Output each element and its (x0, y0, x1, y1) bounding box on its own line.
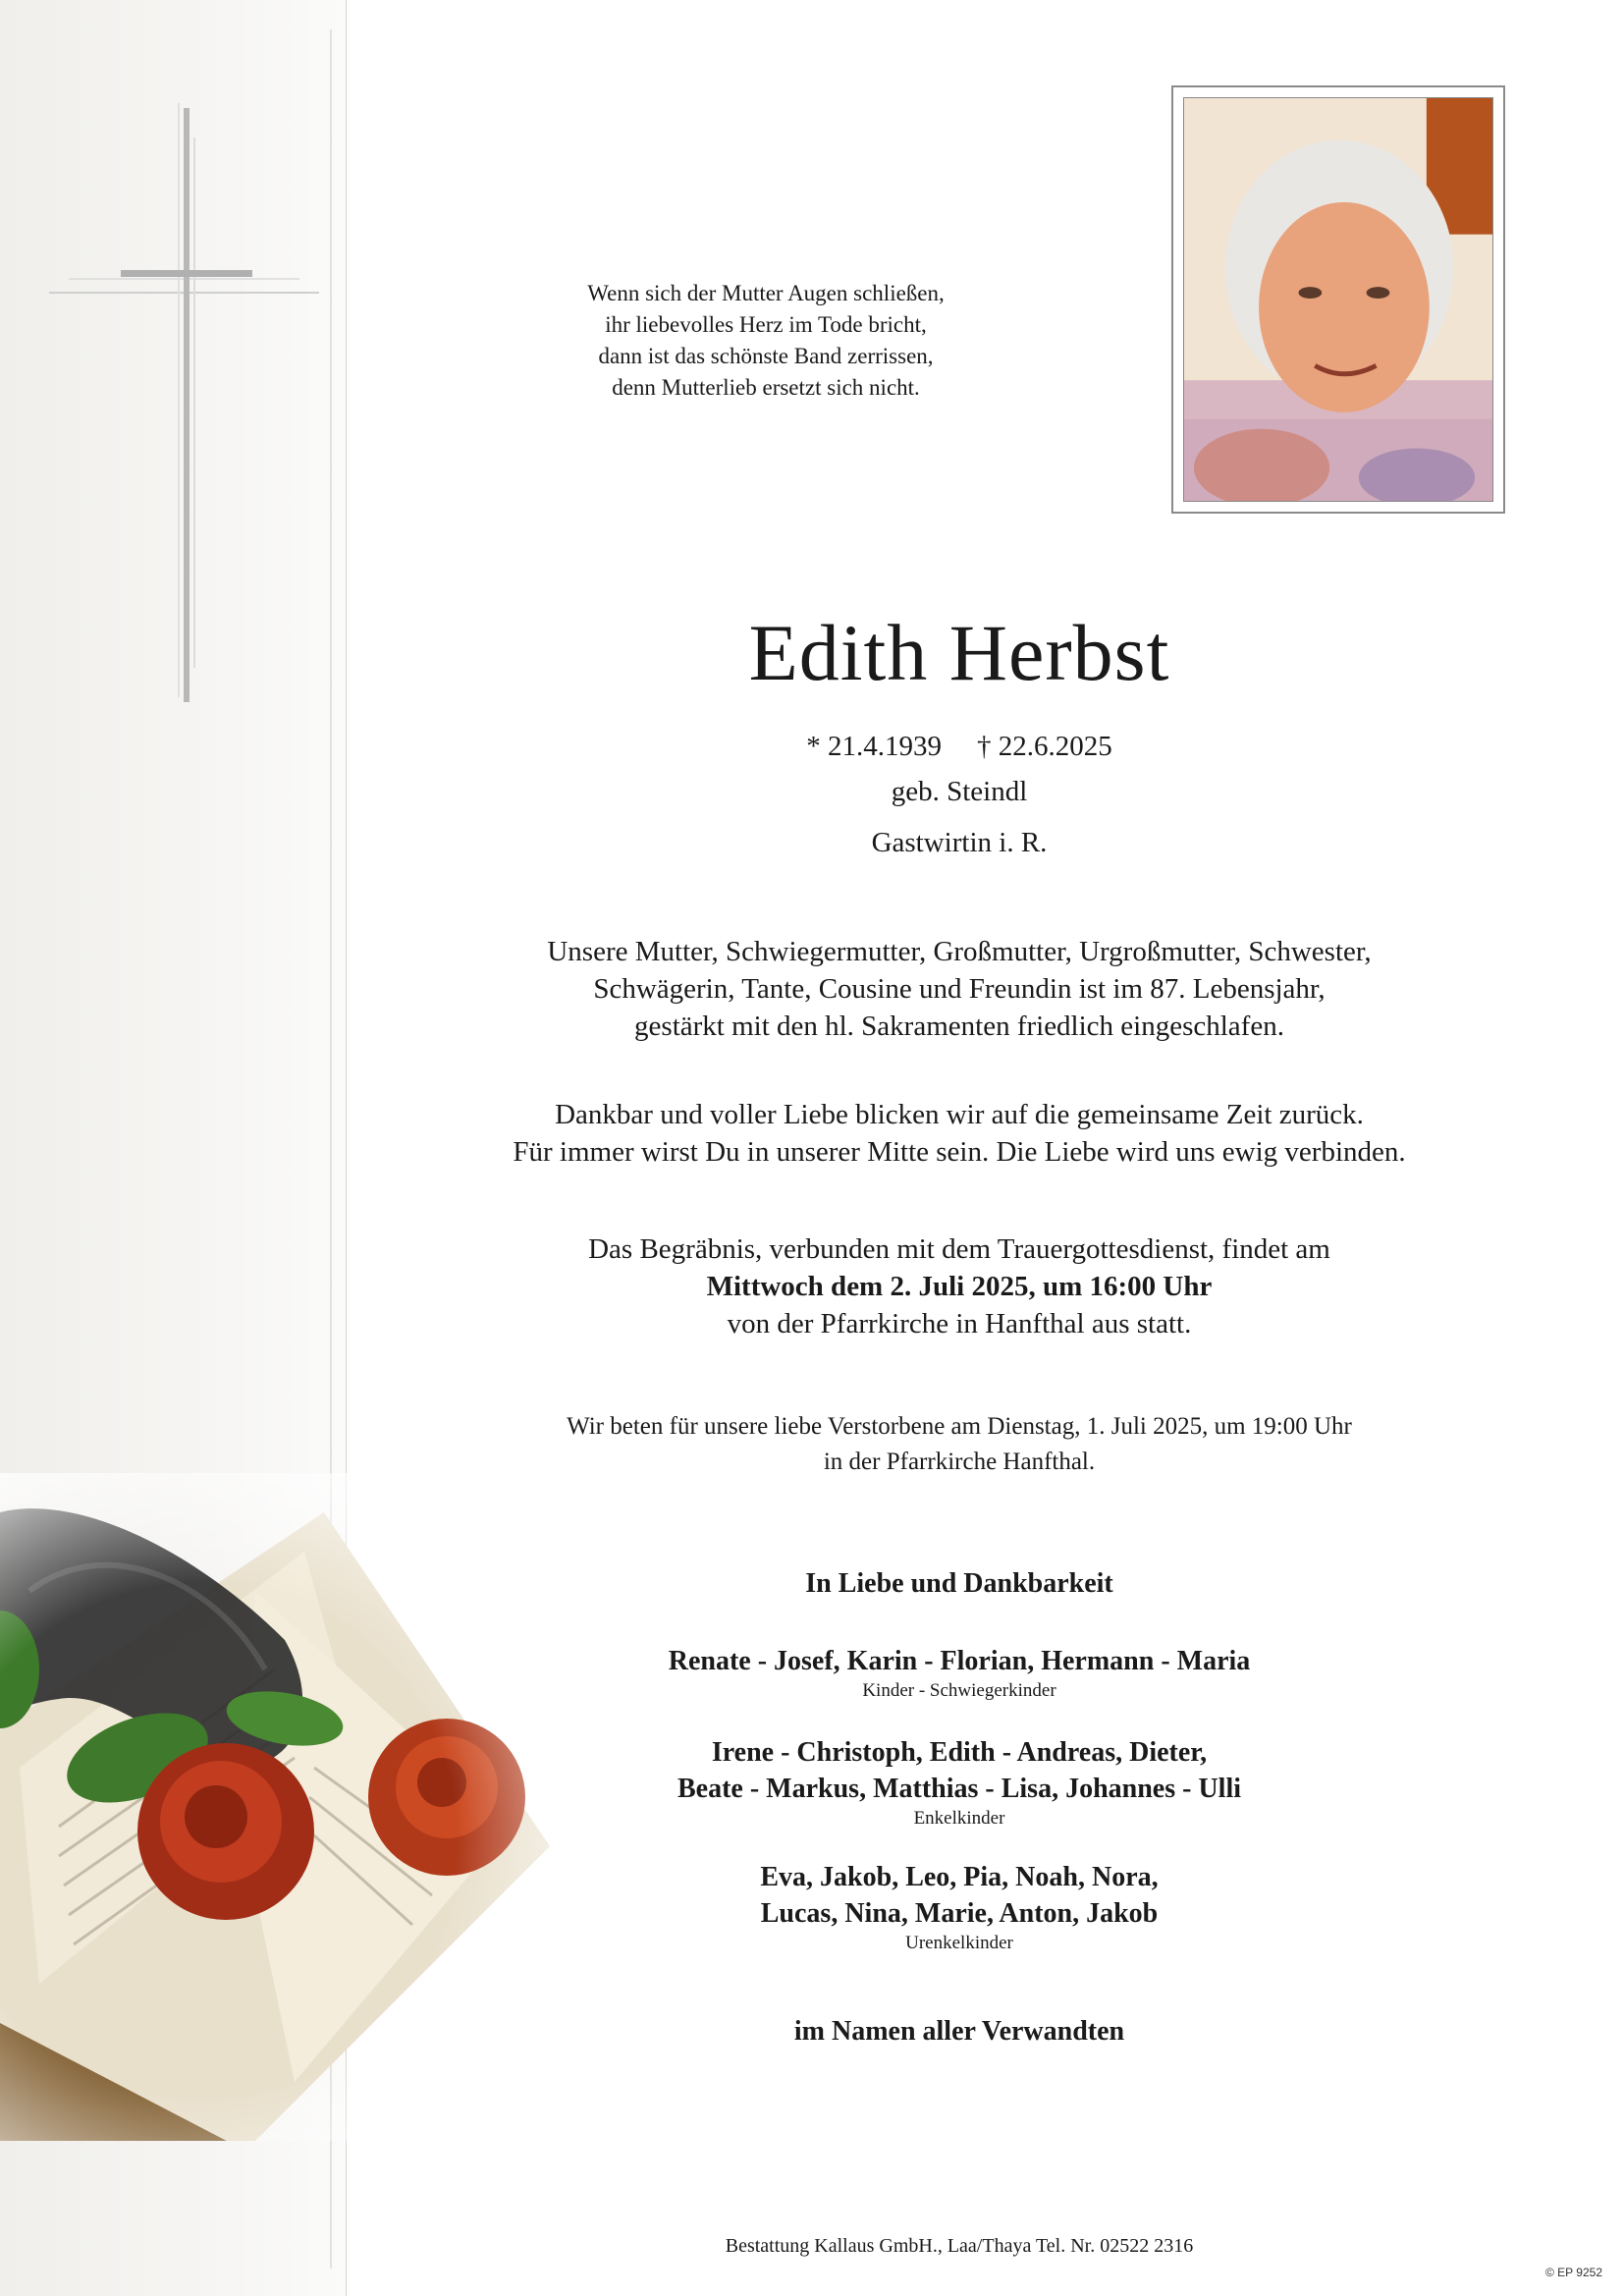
family-names: Irene - Christoph, Edith - Andreas, Dieter, (711, 1737, 1208, 1768)
death-date: † 22.6.2025 (977, 731, 1112, 762)
portrait-photo (1184, 98, 1492, 501)
cross-icon (49, 98, 334, 707)
family-children (346, 1643, 1573, 1703)
poem-line: ihr liebevolles Herz im Tode bricht, (605, 312, 927, 337)
text-line: Dankbar und voller Liebe blicken wir auf die gemeinsame Zeit zurück. (555, 1099, 1364, 1130)
text-line: Für immer wirst Du in unserer Mitte sein. Die Liebe wird uns ewig verbinden. (513, 1136, 1406, 1168)
portrait-photo-frame (1171, 85, 1505, 514)
birth-date: * 21.4.1939 (806, 731, 942, 762)
funeral-home-footer: Bestattung Kallaus GmbH., Laa/Thaya Tel. Nr. 02522 2316 (725, 2235, 1194, 2257)
family-role: Enkelkinder (913, 1808, 1005, 1829)
text-line: in der Pfarrkirche Hanfthal. (823, 1449, 1096, 1475)
text-line: Unsere Mutter, Schwiegermutter, Großmutter, Urgroßmutter, Schwester, (547, 936, 1372, 967)
funeral-date: Mittwoch dem 2. Juli 2025, um 16:00 Uhr (706, 1271, 1213, 1302)
family-role: Kinder - Schwiegerkinder (862, 1680, 1056, 1701)
maiden-name: geb. Steindl (891, 776, 1028, 807)
family-grandchildren (346, 1734, 1573, 1831)
text-line: von der Pfarrkirche in Hanfthal aus statt. (727, 1308, 1192, 1339)
family-names: Lucas, Nina, Marie, Anton, Jakob (760, 1898, 1159, 1929)
funeral-info (346, 1230, 1573, 1342)
poem-line: Wenn sich der Mutter Augen schließen, (587, 281, 945, 305)
poem-line: denn Mutterlieb ersetzt sich nicht. (612, 375, 920, 400)
family-names: Beate - Markus, Matthias - Lisa, Johannes - Ulli (677, 1774, 1241, 1804)
announcement-paragraph (346, 933, 1573, 1045)
family-role: Urenkelkinder (905, 1933, 1013, 1953)
family-names: Eva, Jakob, Leo, Pia, Noah, Nora, (760, 1862, 1159, 1892)
deceased-name: Edith Herbst (748, 608, 1170, 697)
occupation: Gastwirtin i. R. (871, 827, 1048, 858)
life-dates (346, 727, 1573, 766)
closing-line: im Namen aller Verwandten (793, 2016, 1125, 2047)
poem-line: dann ist das schönste Band zerrissen, (598, 344, 934, 368)
text-line: Schwägerin, Tante, Cousine und Freundin ist im 87. Lebensjahr, (593, 973, 1326, 1005)
thanks-heading: In Liebe und Dankbarkeit (805, 1568, 1113, 1599)
text-line: gestärkt mit den hl. Sakramenten friedlich eingeschlafen. (634, 1011, 1284, 1042)
text-line: Das Begräbnis, verbunden mit dem Trauergottesdienst, findet am (588, 1233, 1330, 1265)
prayer-info (346, 1409, 1573, 1480)
poem (491, 278, 1041, 404)
print-code: © EP 9252 (1545, 2266, 1602, 2279)
gratitude-paragraph (346, 1096, 1573, 1171)
text-line: Wir beten für unsere liebe Verstorbene am Dienstag, 1. Juli 2025, um 19:00 Uhr (567, 1413, 1352, 1440)
family-names: Renate - Josef, Karin - Florian, Hermann - Maria (668, 1646, 1251, 1676)
family-great-grandchildren (346, 1859, 1573, 1955)
